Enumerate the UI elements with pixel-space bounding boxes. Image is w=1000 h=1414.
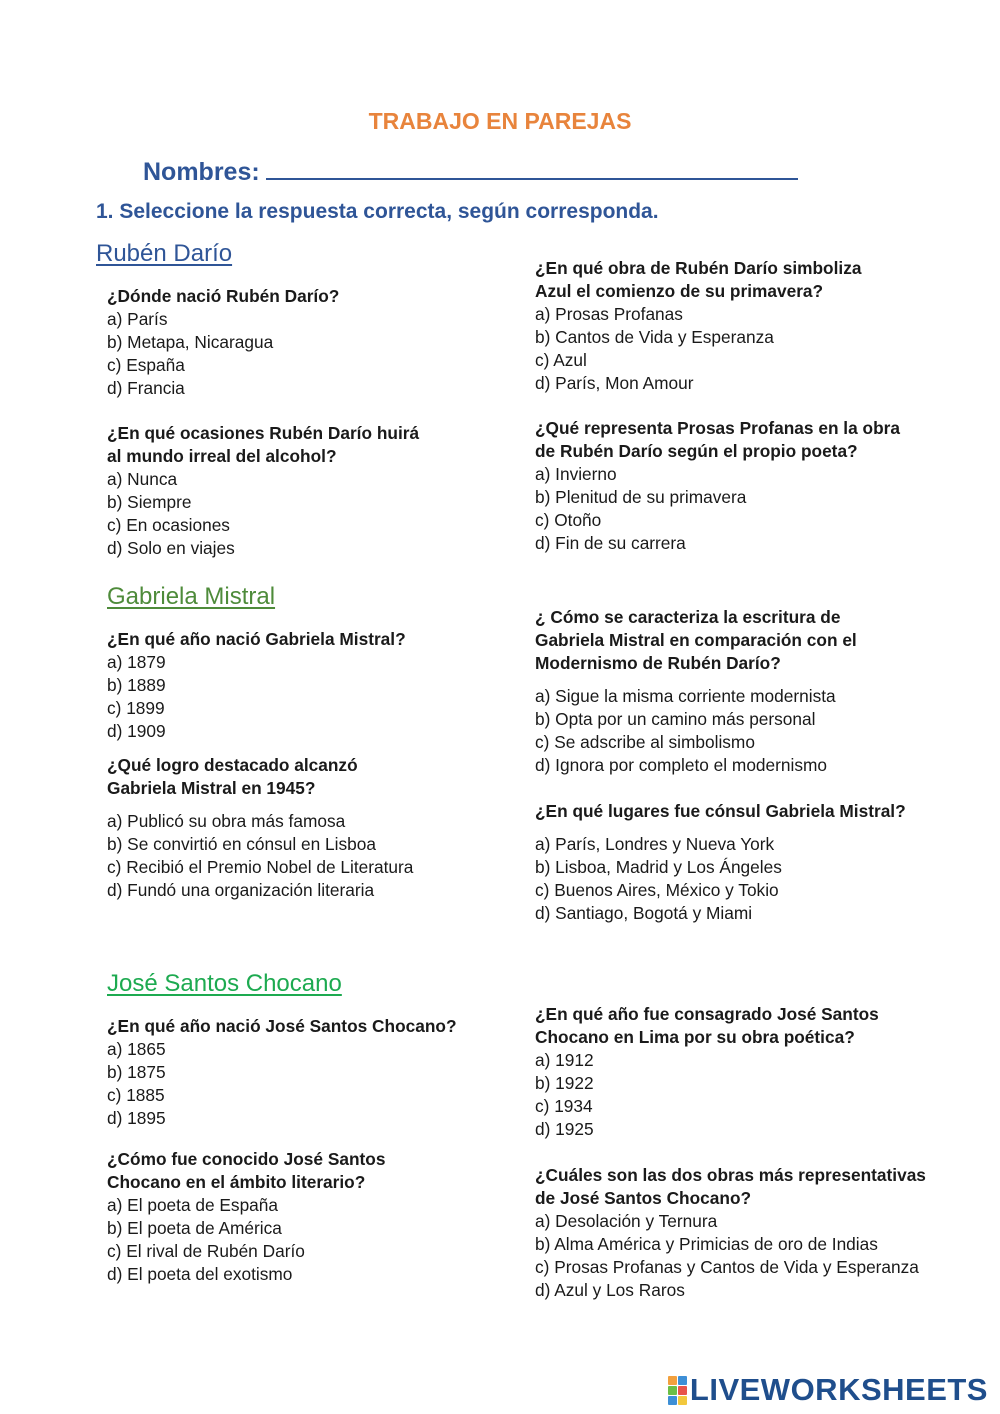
question-block: [535, 257, 861, 395]
answer-option[interactable]: c) 1885: [107, 1085, 165, 1105]
answer-option[interactable]: d) Santiago, Bogotá y Miami: [535, 903, 753, 923]
answer-option[interactable]: c) Prosas Profanas y Cantos de Vida y Esperanza: [535, 1257, 919, 1277]
answer-option[interactable]: a) 1865: [107, 1039, 166, 1059]
question-block: [107, 1015, 457, 1130]
question-text: ¿Cuáles son las dos obras más representativas de José Santos Chocano?: [535, 1165, 926, 1208]
question-text: ¿Cómo fue conocido José Santos Chocano en el ámbito literario?: [107, 1149, 386, 1192]
answer-option[interactable]: c) 1899: [107, 698, 165, 718]
answer-option[interactable]: d) 1909: [107, 721, 166, 741]
answer-option[interactable]: a) Desolación y Ternura: [535, 1211, 718, 1231]
answer-option[interactable]: b) Lisboa, Madrid y Los Ángeles: [535, 857, 782, 877]
instruction-text: 1. Seleccione la respuesta correcta, según corresponda.: [96, 200, 659, 223]
answer-option[interactable]: c) Buenos Aires, México y Tokio: [535, 880, 779, 900]
answer-option[interactable]: a) 1912: [535, 1050, 594, 1070]
answer-option[interactable]: d) 1925: [535, 1119, 594, 1139]
answer-option[interactable]: c) Otoño: [535, 510, 602, 530]
answer-option[interactable]: b) Plenitud de su primavera: [535, 487, 747, 507]
question-block: [535, 1164, 926, 1302]
page-title: TRABAJO EN PAREJAS: [368, 108, 632, 134]
question-text: ¿En qué año fue consagrado José Santos Chocano en Lima por su obra poética?: [535, 1004, 879, 1047]
question-block: [107, 422, 419, 560]
question-block: [535, 800, 906, 925]
section-heading-gabriela-mistral: Gabriela Mistral: [107, 583, 276, 610]
answer-option[interactable]: b) Metapa, Nicaragua: [107, 332, 274, 352]
answer-option[interactable]: c) 1934: [535, 1096, 593, 1116]
question-text: ¿En qué año nació José Santos Chocano?: [107, 1016, 457, 1036]
answer-option[interactable]: b) Se convirtió en cónsul en Lisboa: [107, 834, 376, 854]
question-text: ¿Dónde nació Rubén Darío?: [107, 286, 340, 306]
answer-option[interactable]: a) Nunca: [107, 469, 178, 489]
answer-option[interactable]: a) Sigue la misma corriente modernista: [535, 686, 836, 706]
answer-option[interactable]: d) Solo en viajes: [107, 538, 235, 558]
question-block: [107, 628, 406, 743]
question-block: [107, 1148, 385, 1286]
answer-option[interactable]: b) Siempre: [107, 492, 192, 512]
answer-option[interactable]: d) 1895: [107, 1108, 166, 1128]
question-text: ¿En qué año nació Gabriela Mistral?: [107, 629, 406, 649]
question-text: ¿Qué representa Prosas Profanas en la obra de Rubén Darío según el propio poeta?: [535, 418, 900, 461]
section-heading-jose-santos-chocano: José Santos Chocano: [107, 970, 342, 997]
answer-option[interactable]: c) Azul: [535, 350, 587, 370]
question-text: ¿En qué ocasiones Rubén Darío huirá al mundo irreal del alcohol?: [107, 423, 420, 466]
answer-option[interactable]: d) El poeta del exotismo: [107, 1264, 293, 1284]
answer-option[interactable]: b) El poeta de América: [107, 1218, 282, 1238]
answer-option[interactable]: d) París, Mon Amour: [535, 373, 694, 393]
question-block: [107, 754, 413, 902]
question-block: [107, 285, 339, 400]
names-label: Nombres:: [143, 158, 260, 186]
answer-option[interactable]: c) El rival de Rubén Darío: [107, 1241, 305, 1261]
answer-option[interactable]: a) El poeta de España: [107, 1195, 279, 1215]
section-heading-ruben-dario: Rubén Darío: [96, 240, 233, 267]
answer-option[interactable]: c) Se adscribe al simbolismo: [535, 732, 755, 752]
liveworksheets-logo-text: LIVEWORKSHEETS: [689, 1372, 988, 1407]
answer-option[interactable]: b) 1922: [535, 1073, 594, 1093]
answer-option[interactable]: a) Publicó su obra más famosa: [107, 811, 346, 831]
question-block: [535, 606, 857, 777]
answer-option[interactable]: b) Alma América y Primicias de oro de Indias: [535, 1234, 878, 1254]
question-block: [535, 1003, 879, 1141]
liveworksheets-logo: [668, 1372, 988, 1408]
answer-option[interactable]: a) 1879: [107, 652, 166, 672]
names-field: [143, 152, 798, 187]
answer-option[interactable]: b) Cantos de Vida y Esperanza: [535, 327, 774, 347]
question-text: ¿En qué obra de Rubén Darío simboliza Azul el comienzo de su primavera?: [535, 258, 862, 301]
liveworksheets-logo-icon: [668, 1376, 687, 1405]
answer-option[interactable]: c) En ocasiones: [107, 515, 230, 535]
question-text: ¿Qué logro destacado alcanzó Gabriela Mistral en 1945?: [107, 755, 358, 798]
answer-option[interactable]: c) Recibió el Premio Nobel de Literatura: [107, 857, 414, 877]
answer-option[interactable]: a) París, Londres y Nueva York: [535, 834, 775, 854]
question-block: [535, 417, 900, 555]
answer-option[interactable]: b) Opta por un camino más personal: [535, 709, 816, 729]
question-text: ¿ Cómo se caracteriza la escritura de Gabriela Mistral en comparación con el Modernismo de Rubén Darío?: [535, 607, 857, 673]
answer-option[interactable]: b) 1875: [107, 1062, 166, 1082]
answer-option[interactable]: d) Ignora por completo el modernismo: [535, 755, 828, 775]
answer-option[interactable]: a) Prosas Profanas: [535, 304, 683, 324]
answer-option[interactable]: a) Invierno: [535, 464, 617, 484]
answer-option[interactable]: d) Fin de su carrera: [535, 533, 686, 553]
answer-option[interactable]: d) Azul y Los Raros: [535, 1280, 685, 1300]
answer-option[interactable]: d) Francia: [107, 378, 185, 398]
answer-option[interactable]: b) 1889: [107, 675, 166, 695]
answer-option[interactable]: c) España: [107, 355, 185, 375]
answer-option[interactable]: a) París: [107, 309, 168, 329]
question-text: ¿En qué lugares fue cónsul Gabriela Mistral?: [535, 801, 906, 821]
names-blank-line: [266, 152, 798, 180]
answer-option[interactable]: d) Fundó una organización literaria: [107, 880, 375, 900]
